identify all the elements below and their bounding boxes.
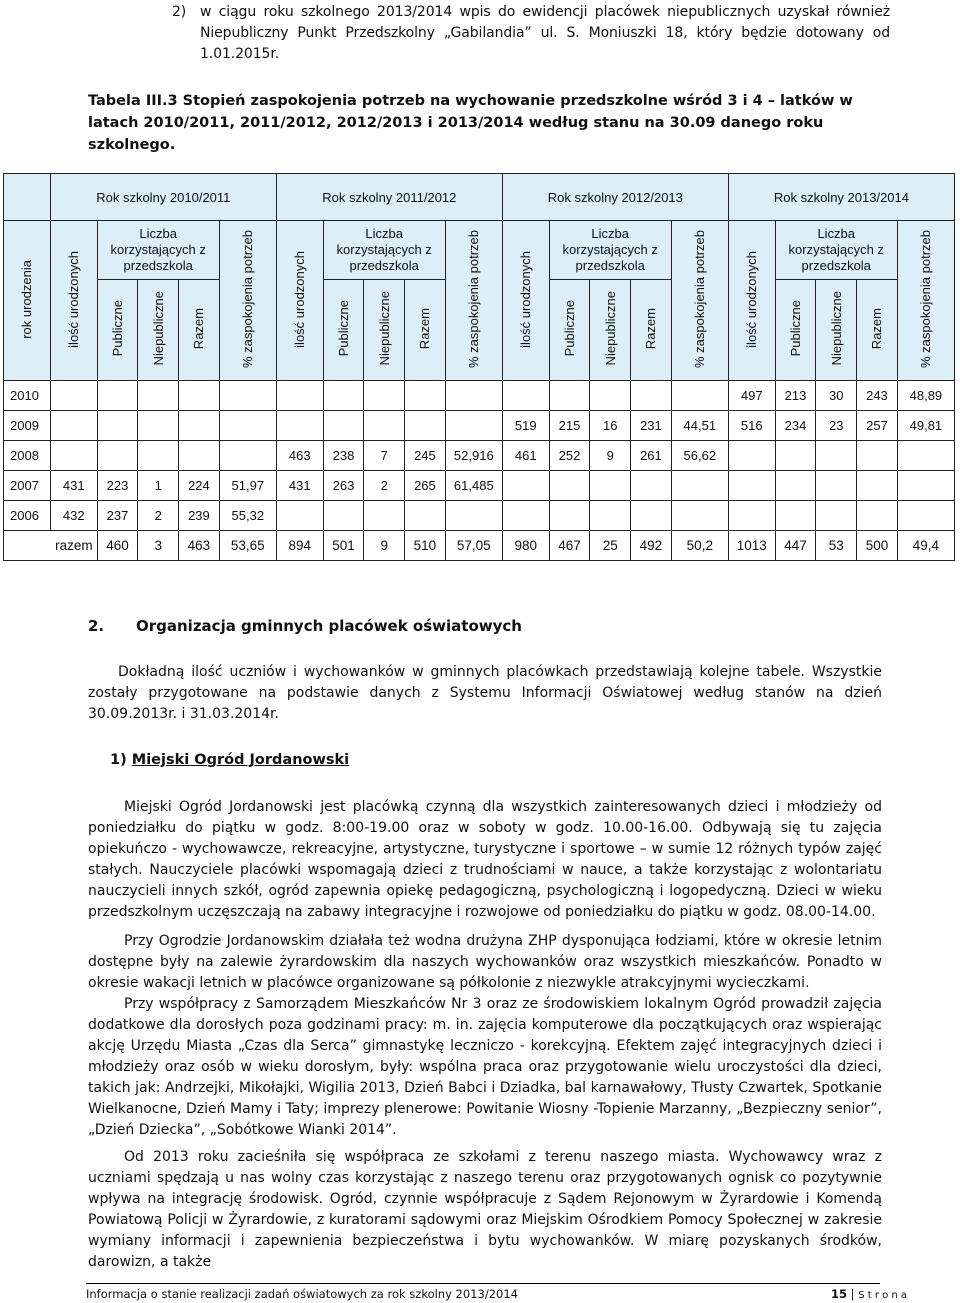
header-label: Razem [417,307,433,350]
list-item-number: 2) [172,4,187,20]
total-cell: 894 [276,531,323,561]
table-row [4,411,955,441]
total-cell: 50,2 [671,531,728,561]
header-year: Rok szkolny 2012/2013 [502,174,728,221]
table-cell: 263 [323,471,364,501]
table-row [4,381,955,411]
header-label: ilość urodzonych [518,250,534,348]
table-cell: 49,81 [897,411,954,441]
table-cell: 245 [405,441,446,471]
page-number [831,1287,907,1301]
row-year: 2007 [4,471,51,501]
total-cell: 500 [857,531,898,561]
table-cell [50,411,97,441]
table-cell [97,381,138,411]
table-cell: 30 [816,381,857,411]
table-cell [502,501,549,531]
table-cell: 61,485 [445,471,502,501]
paragraph: Miejski Ogród Jordanowski jest placówką czynną dla wszystkich zainteresowanych dzieci i młodzieży od poniedziałku do piątku w godz. 8:00-19.00 oraz w soboty w godz. 10.00-16.00. Odbywają się tu zajęcia opiekuńczo - wychowawcze, rekreacyjne, artystyczne, turystyczne i sportowe – w sumie 12 różnych typów zajęć stałych. Nauczyciele placówki wspomagają dzieci z trudnościami w nauce, a także korzystając z wolontariatu nauczycieli innych szkół, ogród zapewnia opiekę pedagogiczną, psychologiczną i logopedyczną. Dzieci w wieku przedszkolnym uczęszczają na zabawy integracyjne i rozwojowe od poniedziałku do piątku w godz. 08.00-14.00. [88,799,882,920]
table-cell [97,441,138,471]
table-cell: 497 [728,381,775,411]
table-cell [857,501,898,531]
section-number: 2. [88,617,105,635]
table-cell [502,381,549,411]
header-label: ilość urodzonych [744,250,760,348]
table-cell [50,381,97,411]
header-ilosc-urodzonych [728,221,775,381]
table-cell: 52,916 [445,441,502,471]
table-row [4,441,955,471]
header-zaspokojenie [219,221,276,381]
header-zaspokojenie [897,221,954,381]
total-cell: 467 [549,531,590,561]
header-label: % zaspokojenia potrzeb [692,229,708,369]
table-cell [816,471,857,501]
table-cell: 239 [179,501,220,531]
table-cell: 231 [631,411,672,441]
header-label: Razem [643,307,659,350]
table-cell: 16 [590,411,631,441]
table-cell [405,501,446,531]
table-cell [138,441,179,471]
table-cell [276,411,323,441]
table-cell [179,381,220,411]
table-cell: 2 [364,471,405,501]
table-cell: 463 [276,441,323,471]
table-caption: Tabela III.3 Stopień zaspokojenia potrzeb na wychowanie przedszkolne wśród 3 i 4 – latków w latach 2010/2011, 2011/2012, 2012/2013 i 2013/2014 według stanu na 30.09 danego roku szkolnego. [88,93,853,153]
header-niepubliczne [364,280,405,381]
table-cell [502,471,549,501]
table-cell: 265 [405,471,446,501]
list-item-text: w ciągu roku szkolnego 2013/2014 wpis do ewidencji placówek niepublicznych uzyskał również Niepubliczny Punkt Przedszkolny „Gabilandia” ul. S. Moniuszki 18, który będzie dotowany od 1.01.2015r. [200,4,890,62]
table-cell [590,501,631,531]
total-label: razem [4,531,98,561]
header-niepubliczne [816,280,857,381]
table-cell [671,381,728,411]
table-cell [728,441,775,471]
table-cell [549,501,590,531]
row-year: 2006 [4,501,51,531]
table-cell: 7 [364,441,405,471]
row-year: 2010 [4,381,51,411]
total-cell: 463 [179,531,220,561]
header-year: Rok szkolny 2013/2014 [728,174,954,221]
header-label: ilość urodzonych [66,250,82,348]
header-rok-urodzenia [4,221,51,381]
table-cell [816,441,857,471]
table-cell: 238 [323,441,364,471]
header-publiczne [323,280,364,381]
table-row [4,471,955,501]
header-label: Niepubliczne [150,291,166,366]
row-year: 2009 [4,411,51,441]
table-cell: 431 [276,471,323,501]
table-cell: 261 [631,441,672,471]
table-cell [775,441,816,471]
table-cell [728,501,775,531]
table-cell [323,411,364,441]
header-niepubliczne [590,280,631,381]
header-publiczne [97,280,138,381]
table-cell [445,501,502,531]
section-title: Organizacja gminnych placówek oświatowych [136,617,522,635]
header-label: % zaspokojenia potrzeb [240,229,256,369]
header-label: Publiczne [788,300,804,357]
header-niepubliczne [138,280,179,381]
table-cell [590,471,631,501]
table-cell [323,381,364,411]
header-razem [857,280,898,381]
header-year: Rok szkolny 2011/2012 [276,174,502,221]
table-cell: 237 [97,501,138,531]
header-liczba: Liczba korzystających z przedszkola [775,221,897,280]
header-label: Razem [869,307,885,350]
total-cell: 49,4 [897,531,954,561]
table-cell [50,441,97,471]
header-ilosc-urodzonych [502,221,549,381]
table-cell [323,501,364,531]
data-table [3,173,955,561]
page-number-value: 15 [831,1287,848,1301]
table-cell [445,381,502,411]
total-cell: 1013 [728,531,775,561]
table-cell [549,381,590,411]
table-cell [405,411,446,441]
table-cell: 223 [97,471,138,501]
table-cell: 1 [138,471,179,501]
table-cell [445,411,502,441]
total-cell: 53,65 [219,531,276,561]
table-cell [897,501,954,531]
paragraph: Przy Ogrodzie Jordanowskim działała też wodna drużyna ZHP dysponująca łodziami, które w okresie letnim dostępne były na zalewie żyrardowskim dla naszych wychowanków oraz wszystkich mieszkańców. Ponadto w okresie wakacji letnich w placówce organizowane są półkolonie z niezwykle atrakcyjnymi wycieczkami. [88,933,882,991]
table-cell [179,411,220,441]
header-ilosc-urodzonych [276,221,323,381]
table-cell: 56,62 [671,441,728,471]
table-cell [728,471,775,501]
table-cell [775,501,816,531]
header-zaspokojenie [445,221,502,381]
table-cell: 2 [138,501,179,531]
table-cell [857,441,898,471]
section-intro: Dokładną ilość uczniów i wychowanków w gminnych placówkach przedstawiają kolejne tabele. Wszystkie zostały przygotowane na podstawie danych z Systemu Informacji Oświatowej według stanów na dzień 30.09.2013r. i 31.03.2014r. [88,664,882,722]
header-label: Publiczne [335,300,351,357]
table-cell: 431 [50,471,97,501]
table-cell [897,441,954,471]
header-label: Publiczne [561,300,577,357]
table-cell: 516 [728,411,775,441]
subsection-number: 1) [110,752,127,768]
table-row [4,501,955,531]
header-label: rok urodzenia [19,259,35,339]
table-cell [671,471,728,501]
table-cell [219,441,276,471]
page-separator: | [850,1287,855,1301]
table-cell [775,471,816,501]
total-cell: 501 [323,531,364,561]
subsection-heading [110,752,349,768]
table-cell [857,471,898,501]
header-label: Niepubliczne [376,291,392,366]
header-liczba: Liczba korzystających z przedszkola [323,221,445,280]
header-label: Niepubliczne [602,291,618,366]
header-label: % zaspokojenia potrzeb [918,229,934,369]
table-cell [276,501,323,531]
table-cell [631,381,672,411]
paragraph: Od 2013 roku zacieśniła się współpraca ze szkołami z terenu naszego miasta. Wychowawcy wraz z uczniami spędzają u nas wolny czas korzystając z naszego terenu oraz przygotowanych ognisk co pozytywnie wpływa na integrację środowisk. Ogród, czynnie współpracuje z Sądem Rejonowym w Żyrardowie i Komendą Powiatową Policji w Żyrardowie, z kuratorami sądowymi oraz Miejskim Ośrodkiem Pomocy Społecznej w zakresie wymiany informacji i zapewnienia bezpieczeństwa i bytu wychowanków. W miarę pozyskanych środków, darowizn, a także [88,1149,882,1270]
table-cell [179,441,220,471]
subsection-title: Miejski Ogród Jordanowski [131,752,350,768]
header-year: Rok szkolny 2010/2011 [50,174,276,221]
header-publiczne [549,280,590,381]
header-label: Razem [191,307,207,350]
table-cell [816,501,857,531]
total-cell: 9 [364,531,405,561]
table-total-row [4,531,955,561]
table-cell [364,381,405,411]
header-ilosc-urodzonych [50,221,97,381]
header-zaspokojenie [671,221,728,381]
total-cell: 980 [502,531,549,561]
table-header-years [4,174,955,221]
table-cell [219,411,276,441]
table-cell: 461 [502,441,549,471]
table-cell: 234 [775,411,816,441]
table-cell [549,471,590,501]
total-cell: 57,05 [445,531,502,561]
table-cell: 243 [857,381,898,411]
table-cell [364,501,405,531]
table-cell [138,411,179,441]
table-cell [364,411,405,441]
page-label: S t r o n a [858,1290,908,1301]
table-cell [276,381,323,411]
footer-divider [86,1283,880,1284]
total-cell: 510 [405,531,446,561]
header-label: % zaspokojenia potrzeb [466,229,482,369]
header-razem [179,280,220,381]
table-cell: 48,89 [897,381,954,411]
table-cell [897,471,954,501]
table-cell [631,471,672,501]
total-cell: 460 [97,531,138,561]
table-cell [590,381,631,411]
total-cell: 3 [138,531,179,561]
table-cell [138,381,179,411]
table-cell: 51,97 [219,471,276,501]
header-liczba: Liczba korzystających z przedszkola [97,221,219,280]
header-label: Niepubliczne [828,291,844,366]
total-cell: 447 [775,531,816,561]
table-cell: 23 [816,411,857,441]
table-cell: 44,51 [671,411,728,441]
table-cell [671,501,728,531]
header-corner [4,174,51,221]
header-razem [631,280,672,381]
row-year: 2008 [4,441,51,471]
total-cell: 25 [590,531,631,561]
table-cell: 432 [50,501,97,531]
header-razem [405,280,446,381]
table-cell: 224 [179,471,220,501]
table-cell [97,411,138,441]
table-cell: 9 [590,441,631,471]
table-cell: 519 [502,411,549,441]
table-cell [219,381,276,411]
header-liczba: Liczba korzystających z przedszkola [549,221,671,280]
table-cell [405,381,446,411]
total-cell: 492 [631,531,672,561]
footer-text: Informacja o stanie realizacji zadań oświatowych za rok szkolny 2013/2014 [86,1287,518,1301]
table-cell: 55,32 [219,501,276,531]
table-cell: 257 [857,411,898,441]
table-header-row [4,221,955,280]
table-cell [631,501,672,531]
table-cell: 213 [775,381,816,411]
header-label: ilość urodzonych [292,250,308,348]
paragraph: Przy współpracy z Samorządem Mieszkańców Nr 3 oraz ze środowiskiem lokalnym Ogród prowadził zajęcia dodatkowe dla dorosłych poza godzinami pracy: m. in. zajęcia komputerowe dla początkujących oraz wspierając akcję Urzędu Miasta „Czas dla Serca” gimnastykę leczniczo - korekcyjną. Efektem zajęć integracyjnych dzieci i młodzieży oraz osób w wieku dorosłym, były: wspólna praca oraz przygotowanie wielu uroczystości dla dzieci, takich jak: Andrzejki, Mikołajki, Wigilia 2013, Dzień Babci i Dziadka, bal karnawałowy, Tłusty Czwartek, Spotkanie Wielkanocne, Dzień Mamy i Taty; imprezy plenerowe: Powitanie Wiosny -Topienie Marzanny, „Bezpieczny senior”, „Dzień Dziecka”, „Sobótkowe Wianki 2014”. [88,996,882,1138]
table-cell: 215 [549,411,590,441]
table-cell: 252 [549,441,590,471]
header-publiczne [775,280,816,381]
total-cell: 53 [816,531,857,561]
header-label: Publiczne [109,300,125,357]
